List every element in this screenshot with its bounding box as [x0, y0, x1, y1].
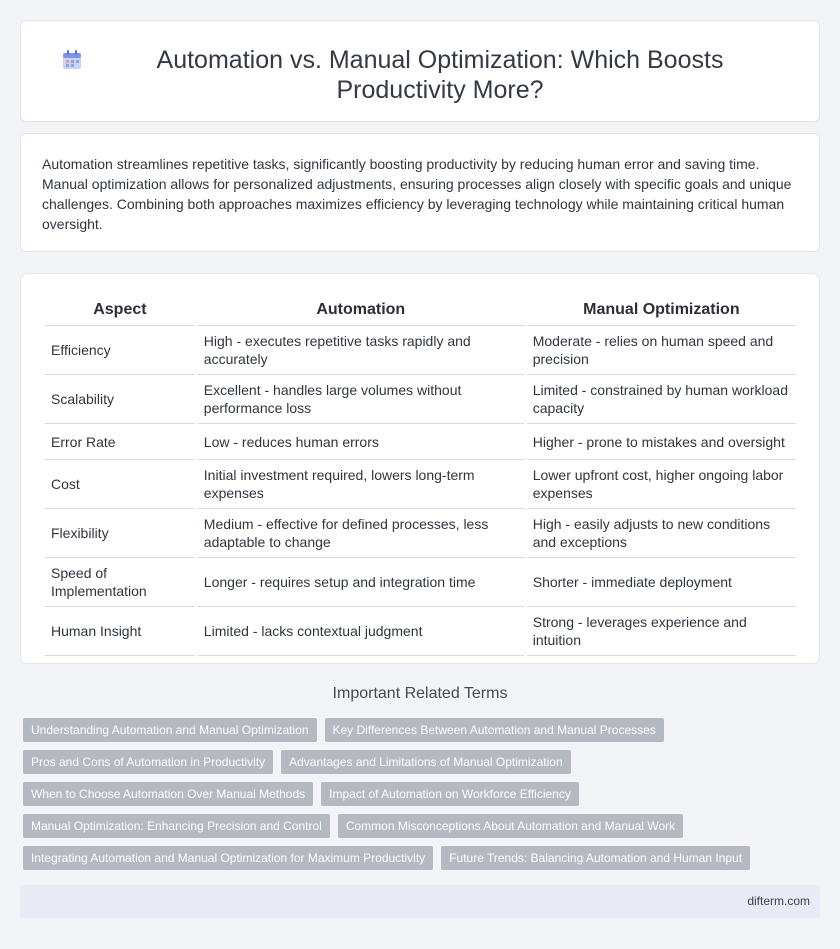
header-manual: Manual Optimization — [527, 295, 796, 326]
table-cell: Limited - lacks contextual judgment — [198, 607, 524, 656]
comparison-table-card — [20, 273, 820, 664]
table-row — [45, 607, 796, 656]
related-term-tag[interactable]: Pros and Cons of Automation in Productivity — [23, 750, 273, 774]
table-cell: Longer - requires setup and integration time — [198, 558, 524, 607]
comparison-table — [42, 295, 799, 656]
table-row — [45, 424, 796, 460]
summary-card — [20, 133, 820, 252]
table-cell: Shorter - immediate deployment — [527, 558, 796, 607]
table-cell: Limited - constrained by human workload capacity — [527, 375, 796, 424]
related-term-tag[interactable]: Understanding Automation and Manual Optimization — [23, 718, 317, 742]
table-cell: Speed of Implementation — [45, 558, 195, 607]
page-title: Automation vs. Manual Optimization: Which Boosts Productivity More? — [156, 46, 724, 104]
related-term-tag[interactable]: Impact of Automation on Workforce Efficiency — [321, 782, 579, 806]
header-automation: Automation — [198, 295, 524, 326]
table-cell: Excellent - handles large volumes without performance loss — [198, 375, 524, 424]
table-cell: High - easily adjusts to new conditions and exceptions — [527, 509, 796, 558]
table-cell: Scalability — [45, 375, 195, 424]
related-terms-list — [23, 718, 823, 878]
table-cell: Cost — [45, 460, 195, 509]
table-cell: Moderate - relies on human speed and precision — [527, 326, 796, 375]
table-cell: Medium - effective for defined processes, less adaptable to change — [198, 509, 524, 558]
table-row — [45, 558, 796, 607]
table-cell: Human Insight — [45, 607, 195, 656]
table-cell: Initial investment required, lowers long-term expenses — [198, 460, 524, 509]
title-card — [20, 20, 820, 122]
table-row — [45, 509, 796, 558]
related-term-tag[interactable]: Advantages and Limitations of Manual Optimization — [281, 750, 571, 774]
table-cell: Error Rate — [45, 424, 195, 460]
summary-text: Automation streamlines repetitive tasks, significantly boosting productivity by reducing human error and saving time. Manual optimization allows for personalized adjustments, ensuring processes align closely with specific goals and unique challenges. Combining both approaches maximizes efficiency by leveraging technology while maintaining critical human oversight. — [42, 156, 792, 232]
table-cell: Efficiency — [45, 326, 195, 375]
related-term-tag[interactable]: Manual Optimization: Enhancing Precision and Control — [23, 814, 330, 838]
footer-site-link[interactable]: difterm.com — [747, 894, 810, 908]
table-cell: High - executes repetitive tasks rapidly and accurately — [198, 326, 524, 375]
table-cell: Strong - leverages experience and intuition — [527, 607, 796, 656]
related-term-tag[interactable]: Integrating Automation and Manual Optimization for Maximum Productivity — [23, 846, 433, 870]
table-cell: Lower upfront cost, higher ongoing labor expenses — [527, 460, 796, 509]
table-cell: Higher - prone to mistakes and oversight — [527, 424, 796, 460]
table-row — [45, 326, 796, 375]
table-row — [45, 375, 796, 424]
related-term-tag[interactable]: Future Trends: Balancing Automation and Human Input — [441, 846, 750, 870]
related-term-tag[interactable]: Common Misconceptions About Automation and Manual Work — [338, 814, 683, 838]
table-header-row — [45, 295, 796, 326]
table-row — [45, 460, 796, 509]
related-terms-title: Important Related Terms — [332, 685, 508, 702]
table-cell: Flexibility — [45, 509, 195, 558]
related-term-tag[interactable]: When to Choose Automation Over Manual Methods — [23, 782, 313, 806]
table-cell: Low - reduces human errors — [198, 424, 524, 460]
header-aspect: Aspect — [45, 295, 195, 326]
related-term-tag[interactable]: Key Differences Between Automation and Manual Processes — [325, 718, 664, 742]
footer — [20, 885, 820, 918]
